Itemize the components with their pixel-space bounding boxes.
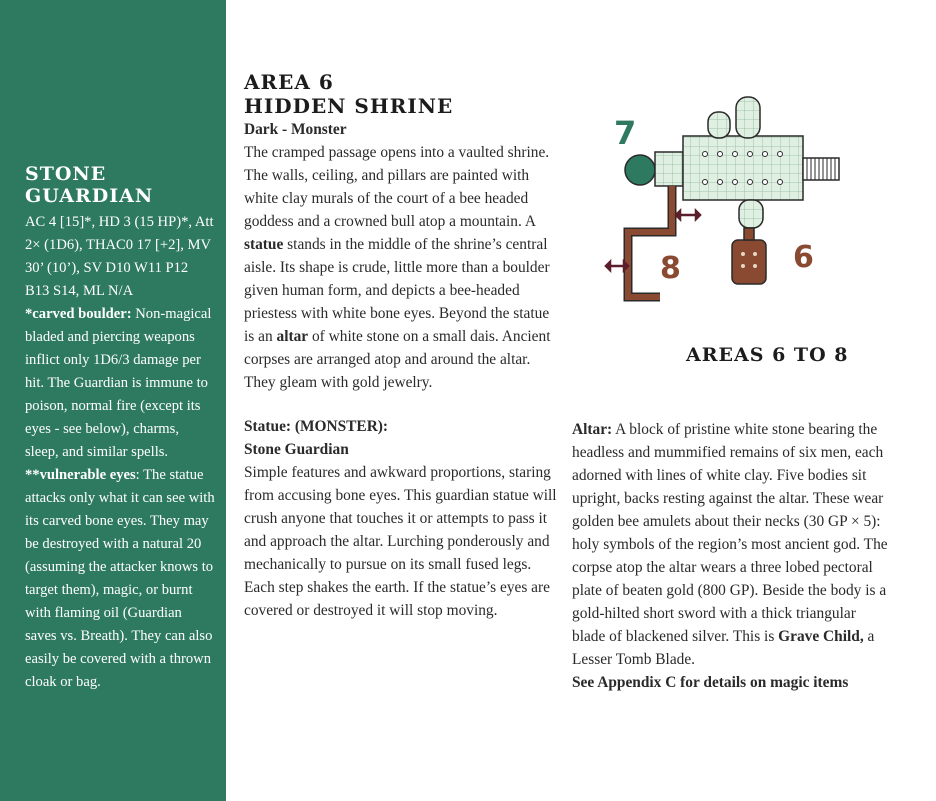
room-7-square: [655, 152, 683, 186]
altar-section: [572, 418, 892, 694]
room-6: [732, 240, 766, 284]
area-tags: Dark - Monster: [244, 121, 347, 138]
carved-boulder-text: Non-magical bladed and piercing weapons inflict only 1D6/3 damage per hit. The Guardian is immune to poison, normal fire (except its eyes - see below), charms, sleep, and similar spells.: [25, 306, 212, 460]
map-caption: AREAS 6 TO 8: [686, 344, 849, 366]
area-title: [244, 70, 559, 118]
area-name: HIDDEN SHRINE: [244, 94, 454, 118]
area-number: AREA 6: [244, 70, 334, 94]
map-label-8: 8: [660, 251, 681, 286]
map-drawing: [600, 92, 860, 322]
intro-text-a: The cramped passage opens into a vaulted shrine. The walls, ceiling, and pillars are painted with white clay murals of the court of a bee headed goddess and a crowned bull atop a mountain. A: [244, 144, 550, 230]
carved-boulder-note: [25, 303, 216, 464]
appendix-note: [572, 671, 892, 694]
statue-subheading: Stone Guardian: [244, 441, 349, 458]
area-intro: [244, 141, 559, 394]
shrine-hall: [683, 136, 803, 200]
shrine-south-alcove: [739, 200, 763, 228]
dungeon-map: [600, 92, 860, 322]
shrine-apse-right: [736, 97, 760, 138]
room-7: [625, 155, 655, 185]
vulnerable-eyes-note: [25, 464, 216, 694]
intro-text-b: stands in the middle of the shrine’s central aisle. Its shape is crude, little more than a boulder given human form, and depicts a bee-headed priestess with white bone eyes. Beyond the statue is an: [244, 236, 550, 345]
area-description: [244, 70, 559, 622]
intro-text-c: of white stone on a small dais. Ancient corpses are arranged atop and around the altar. They gleam with gold jewelry.: [244, 328, 551, 391]
map-label-7: 7: [614, 114, 637, 152]
stat-line: AC 4 [15]*, HD 3 (15 HP)*, Att 2× (1D6), THAC0 17 [+2], MV 30’ (10’), SV D10 W11 P12 B13 S14, ML N/A: [25, 214, 214, 299]
statue-keyword: statue: [244, 236, 284, 253]
arrow-east: [696, 211, 700, 219]
stat-block-sidebar: [0, 0, 226, 801]
shrine-apse-left: [708, 112, 730, 138]
magic-item-name: Grave Child,: [778, 628, 864, 645]
appendix-text: See Appendix C for details on magic items: [572, 674, 849, 691]
vulnerable-eyes-label: **vulnerable eyes: [25, 467, 136, 483]
altar-text: A block of pristine white stone bearing the headless and mummified remains of six men, each adorned with lines of white clay. Five bodies sit upright, backs resting against the altar. These wear golden bee amulets about their necks (30 GP × 5): holy symbols of the region’s most ancient god. The corpse atop the altar wears a three lobed pectoral plate of beaten gold (800 GP). Beside the body is a gold-hilted short sword with a thick triangular blade of blackened silver. This is: [572, 421, 888, 645]
magic-item-text: a Lesser Tomb Blade.: [572, 628, 875, 668]
map-label-6: 6: [793, 240, 814, 275]
altar-keyword: altar: [276, 328, 309, 345]
altar-label: Altar:: [572, 421, 613, 438]
statue-heading: Statue: (MONSTER):: [244, 418, 389, 435]
stat-block-title: STONE GUARDIAN: [25, 163, 154, 207]
altar-description: [572, 418, 892, 671]
shrine-stairs: [803, 158, 839, 180]
statue-description: Simple features and awkward proportions, staring from accusing bone eyes. This guardian statue will crush anyone that touches it or attempts to pass it and approach the altar. Lurching ponderously and mechanically to pursue on its small fused legs. Each step shakes the earth. If the statue’s eyes are covered or destroyed it will stop moving.: [244, 464, 557, 619]
carved-boulder-label: *carved boulder:: [25, 306, 132, 322]
vulnerable-eyes-text: : The statue attacks only what it can see with its carved bone eyes. They may be destroyed with a natural 20 (assuming the attacker knows to target them), magic, or burnt with flaming oil (Guardian saves vs. Breath). They can also easily be covered with a thrown cloak or bag.: [25, 467, 215, 690]
